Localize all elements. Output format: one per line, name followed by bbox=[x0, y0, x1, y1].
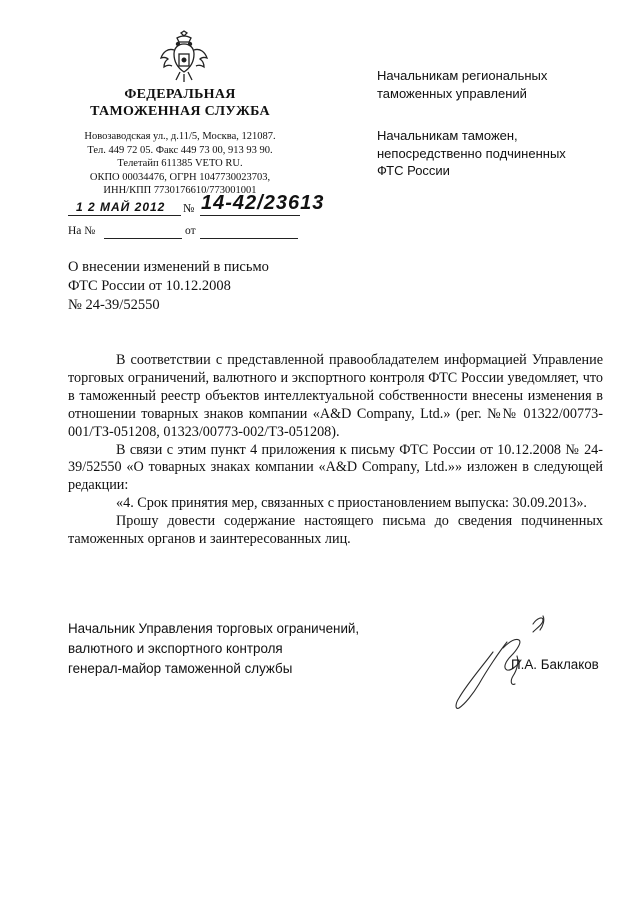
addressee-customs-line2: непосредственно подчиненных bbox=[377, 145, 566, 161]
reference-number-blank bbox=[104, 238, 182, 239]
reference-number-label: На № bbox=[68, 225, 96, 237]
registration-date: 1 2 МАЙ 2012 bbox=[76, 200, 166, 214]
addressee-customs-line1: Начальникам таможен, bbox=[377, 128, 518, 143]
registration-number-label: № bbox=[183, 201, 195, 215]
body-paragraph-3: «4. Срок принятия мер, связанных с приостановлением выпуска: 30.09.2013». bbox=[116, 495, 587, 512]
reference-date-label: от bbox=[185, 225, 196, 237]
org-inn: ИНН/КПП 7730176610/773001001 bbox=[103, 185, 257, 197]
number-underline bbox=[200, 215, 300, 216]
org-details bbox=[50, 130, 310, 198]
position-line2: валютного и экспортного контроля bbox=[68, 641, 283, 656]
org-address: Новозаводская ул., д.11/5, Москва, 121087. bbox=[84, 131, 276, 142]
date-underline bbox=[68, 215, 181, 216]
org-teletype: Телетайп 611385 VETO RU. bbox=[117, 158, 243, 170]
addressee-regional-line2: таможенных управлений bbox=[377, 85, 527, 101]
subject-line2: ФТС России от 10.12.2008 bbox=[68, 278, 231, 294]
position-line3: генерал-майор таможенной службы bbox=[68, 661, 293, 676]
addressee-regional-line1: Начальникам региональных bbox=[377, 68, 548, 83]
emblem-icon bbox=[158, 30, 210, 85]
letter-body bbox=[68, 352, 603, 549]
org-okpo: ОКПО 00034476, ОГРН 1047730023703, bbox=[89, 171, 271, 183]
signatory-position bbox=[68, 619, 388, 679]
position-line1: Начальник Управления торговых ограничений, bbox=[68, 621, 360, 636]
subject-line1: О внесении изменений в письмо bbox=[68, 259, 269, 275]
subject-line3: № 24-39/52550 bbox=[68, 297, 160, 313]
org-phones: Тел. 449 72 05. Факс 449 73 00, 913 93 90. bbox=[87, 144, 273, 156]
org-name-line1: ФЕДЕРАЛЬНАЯ bbox=[124, 87, 236, 102]
body-paragraph-1: В соответствии с представленной правообладателем информацией Управление торговых ограничений, валютного и экспортного контроля ФТС России уведомляет, что в таможенный реестр объектов интеллектуальной собственности внесены изменения в отношении товарных знаков компании «A&D Company, Ltd.» (рег. №№ 01322/00773-001/ТЗ-051208, 01323/00773-002/ТЗ-051208). bbox=[68, 352, 603, 440]
reference-date-blank bbox=[200, 238, 298, 239]
letter-subject bbox=[68, 258, 328, 315]
body-paragraph-2: В связи с этим пункт 4 приложения к письму ФТС России от 10.12.2008 № 24-39/52550 «О товарных знаках компании «A&D Company, Ltd.»» изложен в следующей редакции: bbox=[68, 441, 603, 494]
registration-number: 14-42/23613 bbox=[201, 192, 325, 214]
signatory-name: П.А. Баклаков bbox=[511, 657, 599, 672]
org-name bbox=[60, 86, 300, 120]
addressee-customs bbox=[377, 127, 617, 180]
addressee-regional bbox=[377, 67, 617, 102]
org-name-line2: ТАМОЖЕННАЯ СЛУЖБА bbox=[90, 104, 270, 119]
body-paragraph-4: Прошу довести содержание настоящего письма до сведения подчиненных таможенных органов и заинтересованных лиц. bbox=[68, 513, 603, 548]
addressee-customs-line3: ФТС России bbox=[377, 163, 450, 178]
